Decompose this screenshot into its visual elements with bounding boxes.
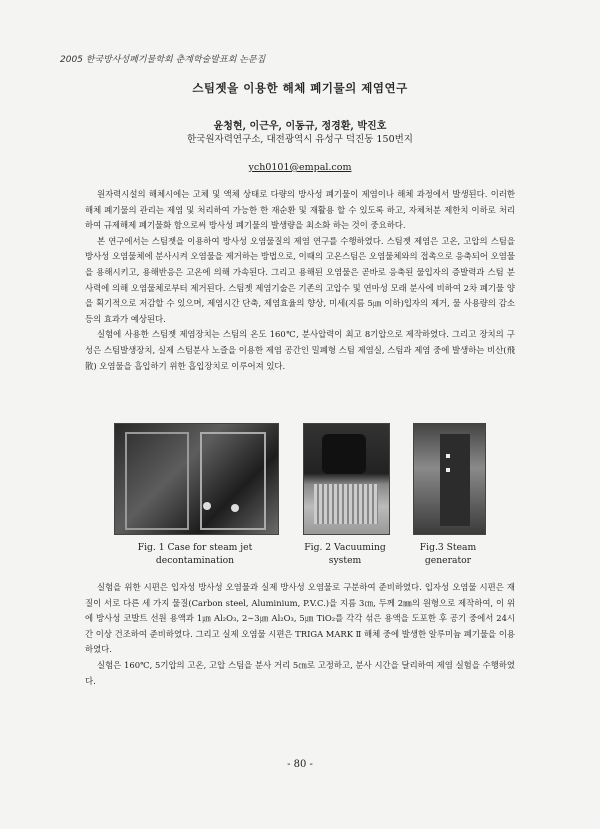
vacuum-vent-grille	[314, 484, 378, 524]
paragraph: 실험을 위한 시편은 입자성 방사성 오염물과 실제 방사성 오염물로 구분하여 준비하였다. 입자성 오염물 시편은 재질이 서로 다른 세 가지 물질(Carbon steel, Aluminium, P.V.C.)을 지름 3㎝, 두께 2㎜의 원형으로 제작하여, 이 위에 방사성 코발트 선원 용액과 1㎛ Al₂O₃, 2∼3㎛ Al₂O₃, 5㎛ TiO₂를 각각 섞은 용액을 도포한 후 공기 중에서 24시간 이상 건조하여 준비하였다. 그리고 실제 오염물 시편은 TRIGA MARK Ⅱ 해체 중에 발생한 알루미늄 폐기물을 이용하였다.	[85, 582, 515, 655]
generator-indicator	[446, 468, 450, 472]
paragraph: 실험은 160℃, 5기압의 고온, 고압 스팀을 분사 거리 5㎝로 고정하고, 분사 시간을 달리하여 제염 실험을 수행하였다.	[85, 659, 515, 686]
generator-indicator	[446, 454, 450, 458]
figure-caption-3: Fig.3 Steam generator	[419, 542, 477, 566]
case-window-left	[125, 432, 189, 530]
body-text-bottom	[85, 580, 515, 689]
figure-steam-generator-photo	[413, 423, 486, 535]
generator-panel	[440, 434, 470, 526]
case-knob	[203, 502, 211, 510]
figure-vacuuming-system-photo	[303, 423, 390, 535]
case-knob	[231, 504, 239, 512]
case-window-right	[200, 432, 266, 530]
page-number: - 80 -	[287, 759, 313, 770]
author-list: 윤청현, 이근우, 이동규, 정경환, 박진호	[213, 121, 387, 132]
paragraph: 실험에 사용한 스팀젯 제염장치는 스팀의 온도 160℃, 분사압력이 최고 8기압으로 제작하였다. 그리고 장치의 구성은 스팀발생장치, 실제 스팀분사 노즐을 이용한 제염 공간인 밀폐형 스팀 제염실, 스팀과 제염 중에 발생하는 비산(飛散) 오염물을 흡입하기 위한 흡입장치로 이루어져 있다.	[85, 329, 515, 371]
vacuum-tank	[322, 434, 366, 474]
paragraph: 본 연구에서는 스팀젯을 이용하여 방사성 오염물질의 제염 연구를 수행하였다. 스팀젯 제염은 고온, 고압의 스팀을 방사성 오염물체에 분사시켜 오염물을 제거하는 방법으로, 이때의 고온스팀은 오염물체와의 접촉으로 응축되어 오염물을 용해시키고, 용해반응은 고온에 의해 가속된다. 그리고 용해된 오염물은 곧바로 응축된 물입자의 증발력과 스팀 분사력에 의해 오염물체로부터 제거된다. 스팀젯 제염기술은 기존의 고압수 및 연마성 모래 분사에 비하여 2차 폐기물 양을 획기적으로 저감할 수 있으며, 제염시간 단축, 제염효율의 향상, 미세(지름 5㎛ 이하)입자의 제거, 물 사용량의 감소 등의 효과가 예상된다.	[85, 235, 515, 324]
author-email: ych0101@empal.com	[248, 162, 352, 173]
journal-header: 2005 한국방사성폐기물학회 춘계학술발표회 논문집	[60, 55, 266, 65]
figure-caption-1: Fig. 1 Case for steam jet decontamination	[137, 542, 253, 566]
paragraph: 원자력시설의 해체시에는 고체 및 액체 상태로 다량의 방사성 폐기물이 제염이나 해체 과정에서 발생된다. 이러한 해체 폐기물의 관리는 제염 및 처리하여 가능한 한 재순환 및 재활용 할 수 있도록 하고, 자체처분 제한치 이하로 처리하여 규제해제 폐기물화 함으로써 방사성 폐기물의 발생량을 최소화 하는 것이 중요하다.	[85, 189, 515, 231]
figure-caption-2: Fig. 2 Vacuuming system	[304, 542, 386, 566]
affiliation: 한국원자력연구소, 대전광역시 유성구 덕진동 150번지	[187, 134, 413, 145]
figure-steam-jet-case-photo	[114, 423, 279, 535]
paper-title: 스팀젯을 이용한 해체 폐기물의 제염연구	[192, 81, 408, 95]
body-text-top	[85, 187, 515, 374]
